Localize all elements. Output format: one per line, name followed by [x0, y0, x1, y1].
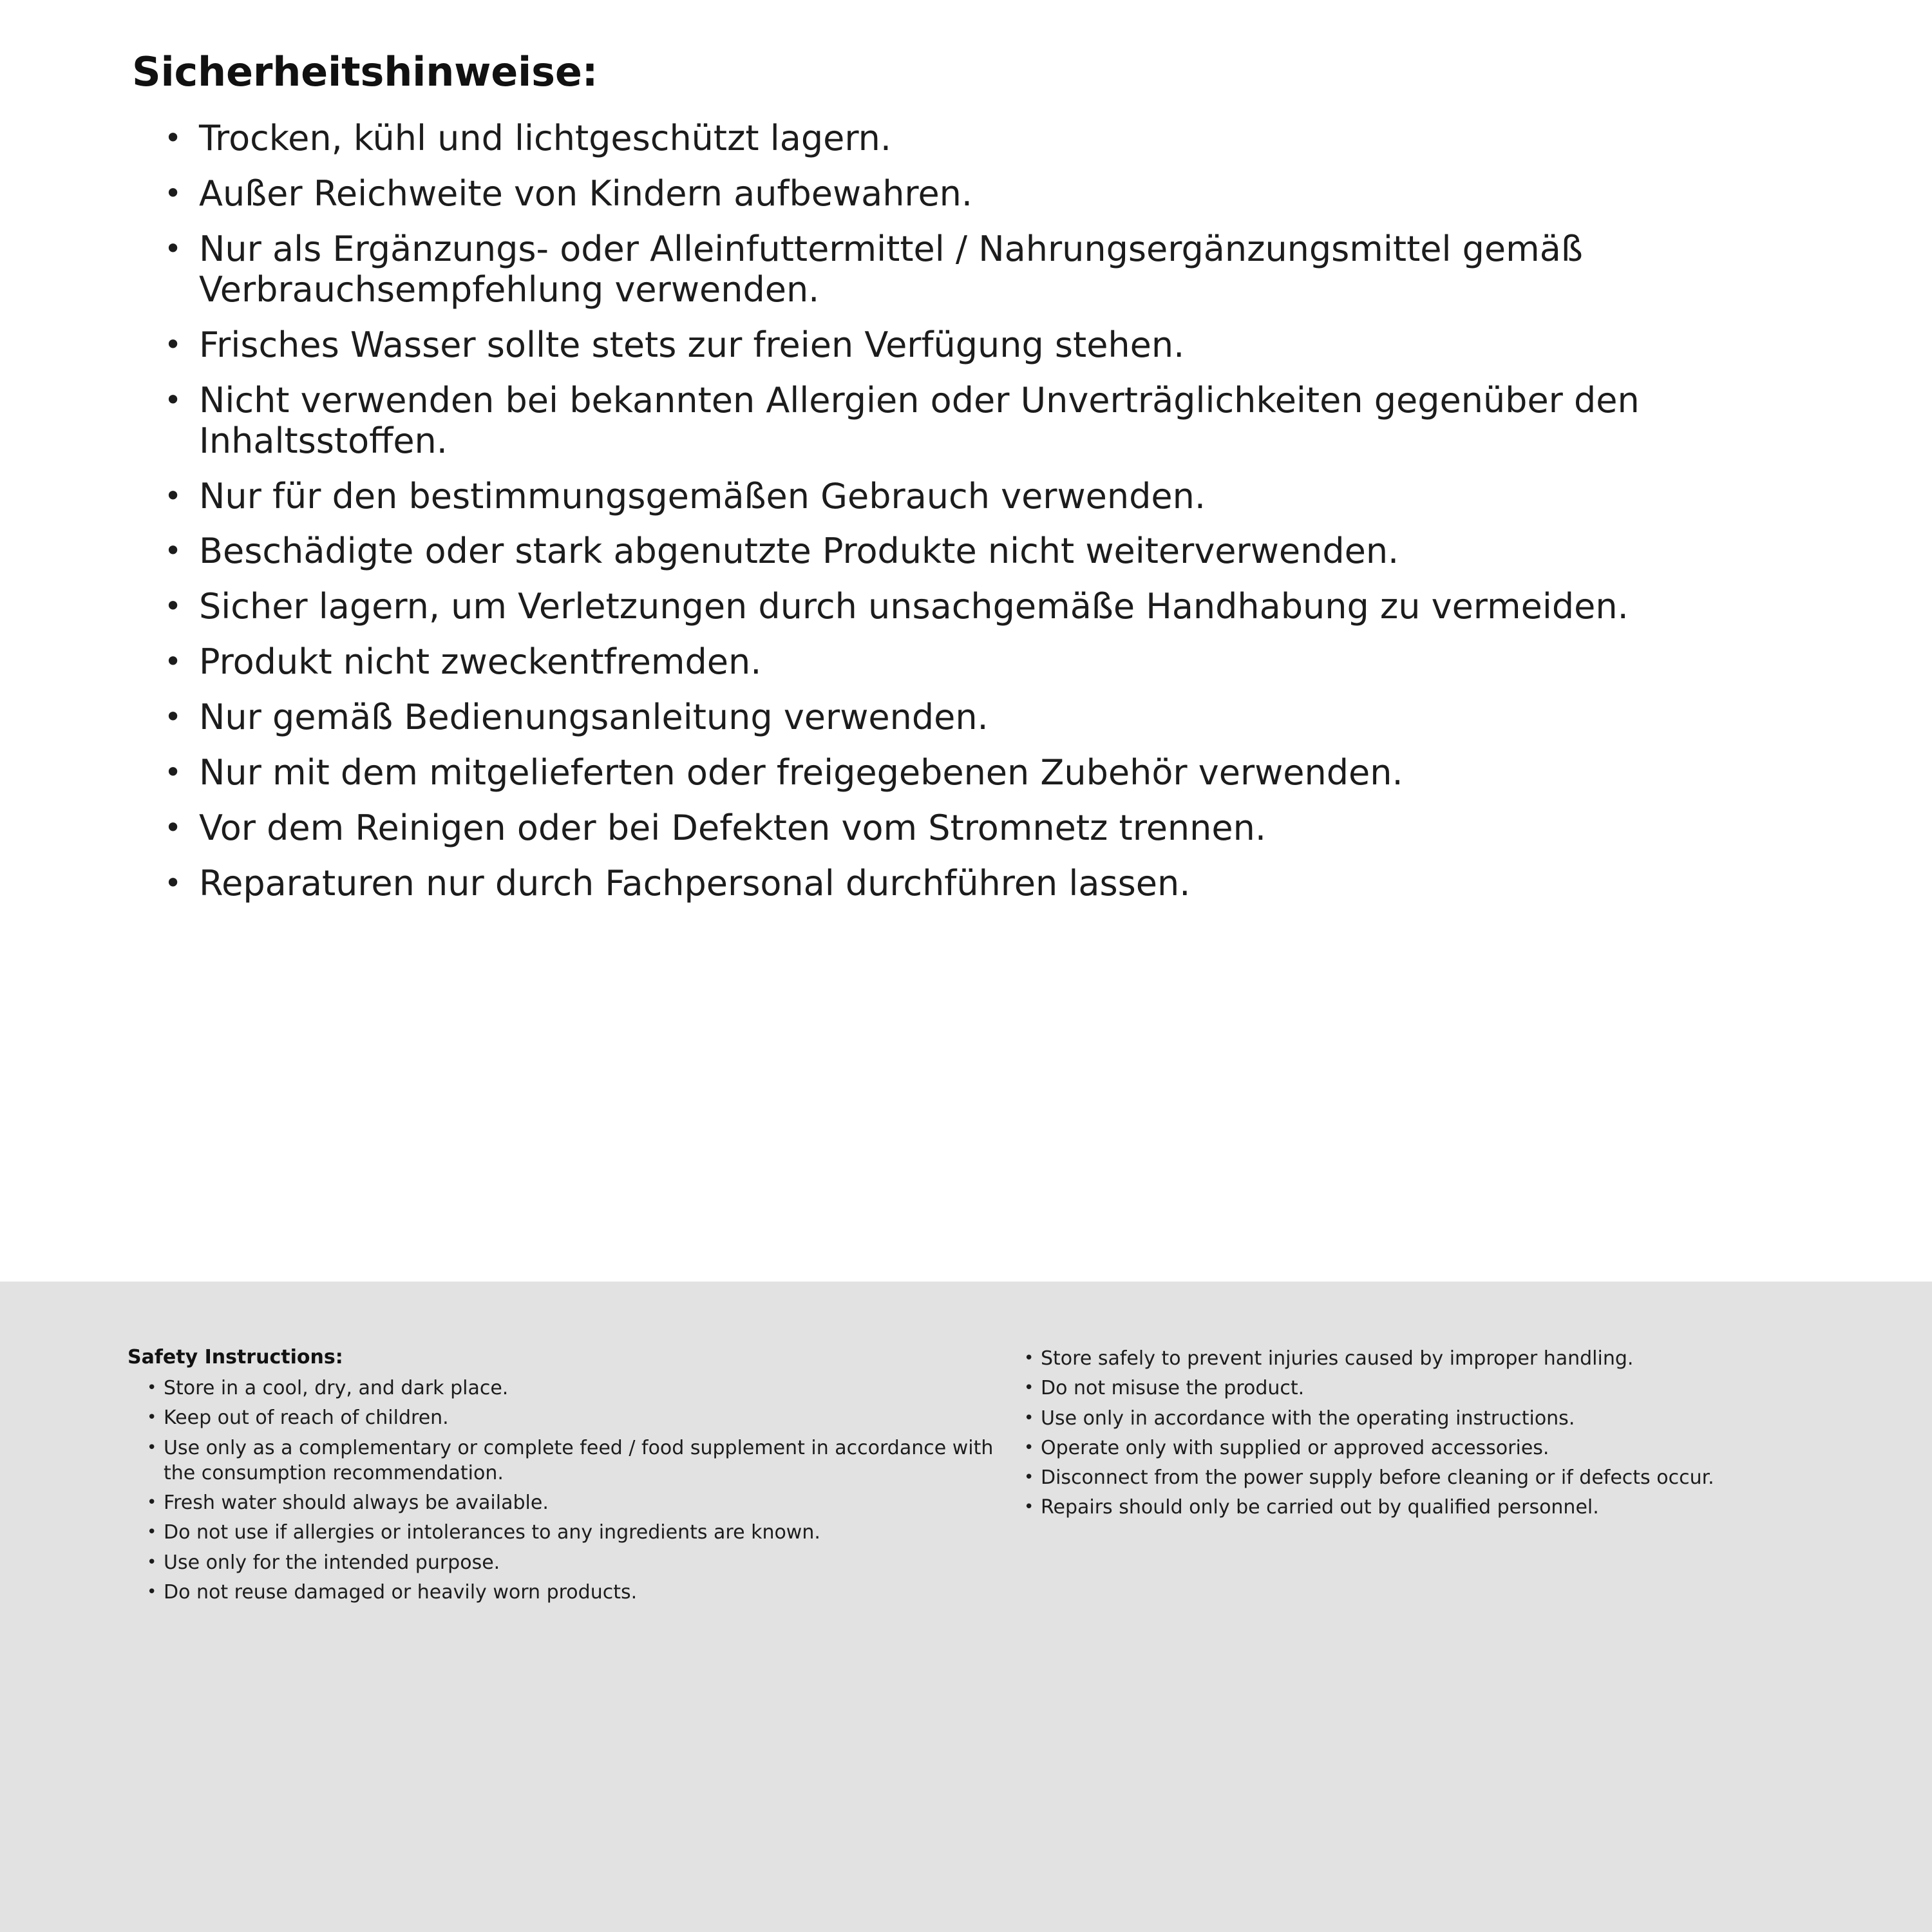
list-item-text: Use only as a complementary or complete feed / food supplement in accordance with the consumption recommendation.	[164, 1436, 994, 1484]
bullet-icon: •	[147, 1378, 157, 1397]
list-item-text: Außer Reichweite von Kindern aufbewahren.	[199, 173, 973, 214]
list-item-text: Use only for the intended purpose.	[164, 1551, 500, 1574]
bullet-icon: •	[147, 1493, 157, 1513]
list-item	[164, 697, 1800, 738]
list-item	[164, 808, 1800, 849]
list-item-text: Store in a cool, dry, and dark place.	[164, 1377, 509, 1399]
list-item-text: Nur als Ergänzungs- oder Alleinfuttermittel / Nahrungsergänzungsmittel gemäß Verbrauchsempfehlung verwenden.	[199, 229, 1583, 310]
list-item-text: Frisches Wasser sollte stets zur freien Verfügung stehen.	[199, 324, 1185, 365]
bullet-icon: •	[1024, 1408, 1034, 1428]
list-item-text: Nur gemäß Bedienungsanleitung verwenden.	[199, 697, 989, 738]
english-columns	[0, 1282, 1932, 1932]
english-column-left	[122, 1346, 1024, 1609]
list-item	[147, 1376, 1024, 1401]
bullet-icon: •	[164, 865, 182, 900]
list-item-text: Do not reuse damaged or heavily worn products.	[164, 1581, 638, 1604]
list-item	[1024, 1465, 1880, 1490]
list-item	[164, 531, 1800, 572]
list-item-text: Keep out of reach of children.	[164, 1406, 449, 1430]
bullet-icon: •	[147, 1522, 157, 1542]
english-safety-section	[0, 1282, 1932, 1932]
list-item	[1024, 1495, 1880, 1520]
list-item	[164, 174, 1800, 214]
list-item-text: Beschädigte oder stark abgenutzte Produkte nicht weiterverwenden.	[199, 531, 1399, 572]
list-item	[147, 1550, 1024, 1575]
english-safety-list-right	[1024, 1346, 1880, 1520]
bullet-icon: •	[164, 644, 182, 679]
list-item-text: Disconnect from the power supply before cleaning or if defects occur.	[1041, 1466, 1714, 1490]
list-item	[164, 753, 1800, 793]
bullet-icon: •	[164, 327, 182, 362]
list-item-text: Reparaturen nur durch Fachpersonal durchführen lassen.	[199, 862, 1191, 904]
list-item-text: Operate only with supplied or approved accessories.	[1041, 1436, 1549, 1459]
bullet-icon: •	[164, 755, 182, 790]
list-item-text: Produkt nicht zweckentfremden.	[199, 641, 762, 683]
list-item	[147, 1580, 1024, 1605]
bullet-icon: •	[147, 1408, 157, 1428]
bullet-icon: •	[164, 176, 182, 211]
list-item-text: Store safely to prevent injuries caused by improper handling.	[1041, 1347, 1634, 1370]
bullet-icon: •	[164, 589, 182, 624]
bullet-icon: •	[1024, 1468, 1034, 1488]
german-safety-list	[0, 118, 1932, 904]
list-item-text: Sicher lagern, um Verletzungen durch unsachgemäße Handhabung zu vermeiden.	[199, 586, 1629, 627]
bullet-icon: •	[1024, 1349, 1034, 1368]
bullet-icon: •	[164, 231, 182, 266]
list-item	[164, 381, 1800, 462]
bullet-icon: •	[164, 120, 182, 156]
list-item	[147, 1405, 1024, 1430]
list-item	[164, 118, 1800, 159]
list-item-text: Do not misuse the product.	[1041, 1377, 1305, 1400]
list-item	[1024, 1435, 1880, 1461]
english-section-heading: Safety Instructions:	[128, 1346, 343, 1368]
list-item	[1024, 1346, 1880, 1371]
bullet-icon: •	[1024, 1378, 1034, 1398]
list-item	[164, 229, 1800, 310]
list-item	[164, 864, 1800, 904]
english-column-right	[1024, 1346, 1880, 1525]
list-item	[164, 642, 1800, 683]
list-item	[164, 325, 1800, 366]
bullet-icon: •	[1024, 1497, 1034, 1517]
bullet-icon: •	[147, 1582, 157, 1602]
bullet-icon: •	[164, 478, 182, 513]
bullet-icon: •	[164, 810, 182, 845]
list-item-text: Nur mit dem mitgelieferten oder freigegebenen Zubehör verwenden.	[199, 752, 1403, 793]
list-item	[1024, 1376, 1880, 1401]
bullet-icon: •	[164, 699, 182, 735]
list-item	[164, 587, 1800, 627]
bullet-icon: •	[164, 382, 182, 417]
bullet-icon: •	[147, 1552, 157, 1572]
list-item	[147, 1435, 1024, 1486]
list-item-text: Repairs should only be carried out by qualified personnel.	[1041, 1496, 1599, 1519]
list-item	[147, 1520, 1024, 1545]
list-item-text: Nur für den bestimmungsgemäßen Gebrauch verwenden.	[199, 475, 1206, 516]
english-safety-list-left	[122, 1376, 1024, 1605]
list-item-text: Do not use if allergies or intolerances to any ingredients are known.	[164, 1521, 820, 1544]
bullet-icon: •	[147, 1437, 157, 1457]
list-item	[147, 1490, 1024, 1515]
list-item-text: Trocken, kühl und lichtgeschützt lagern.	[199, 118, 891, 159]
list-item-text: Nicht verwenden bei bekannten Allergien oder Unverträglichkeiten gegenüber den Inhaltsstoffen.	[199, 379, 1640, 461]
bullet-icon: •	[1024, 1437, 1034, 1457]
german-section-heading: Sicherheitshinweise:	[132, 48, 598, 95]
list-item-text: Use only in accordance with the operating instructions.	[1041, 1406, 1575, 1430]
list-item-text: Fresh water should always be available.	[164, 1492, 549, 1515]
list-item	[164, 477, 1800, 517]
bullet-icon: •	[164, 533, 182, 569]
list-item	[1024, 1406, 1880, 1431]
list-item-text: Vor dem Reinigen oder bei Defekten vom Stromnetz trennen.	[199, 807, 1266, 848]
